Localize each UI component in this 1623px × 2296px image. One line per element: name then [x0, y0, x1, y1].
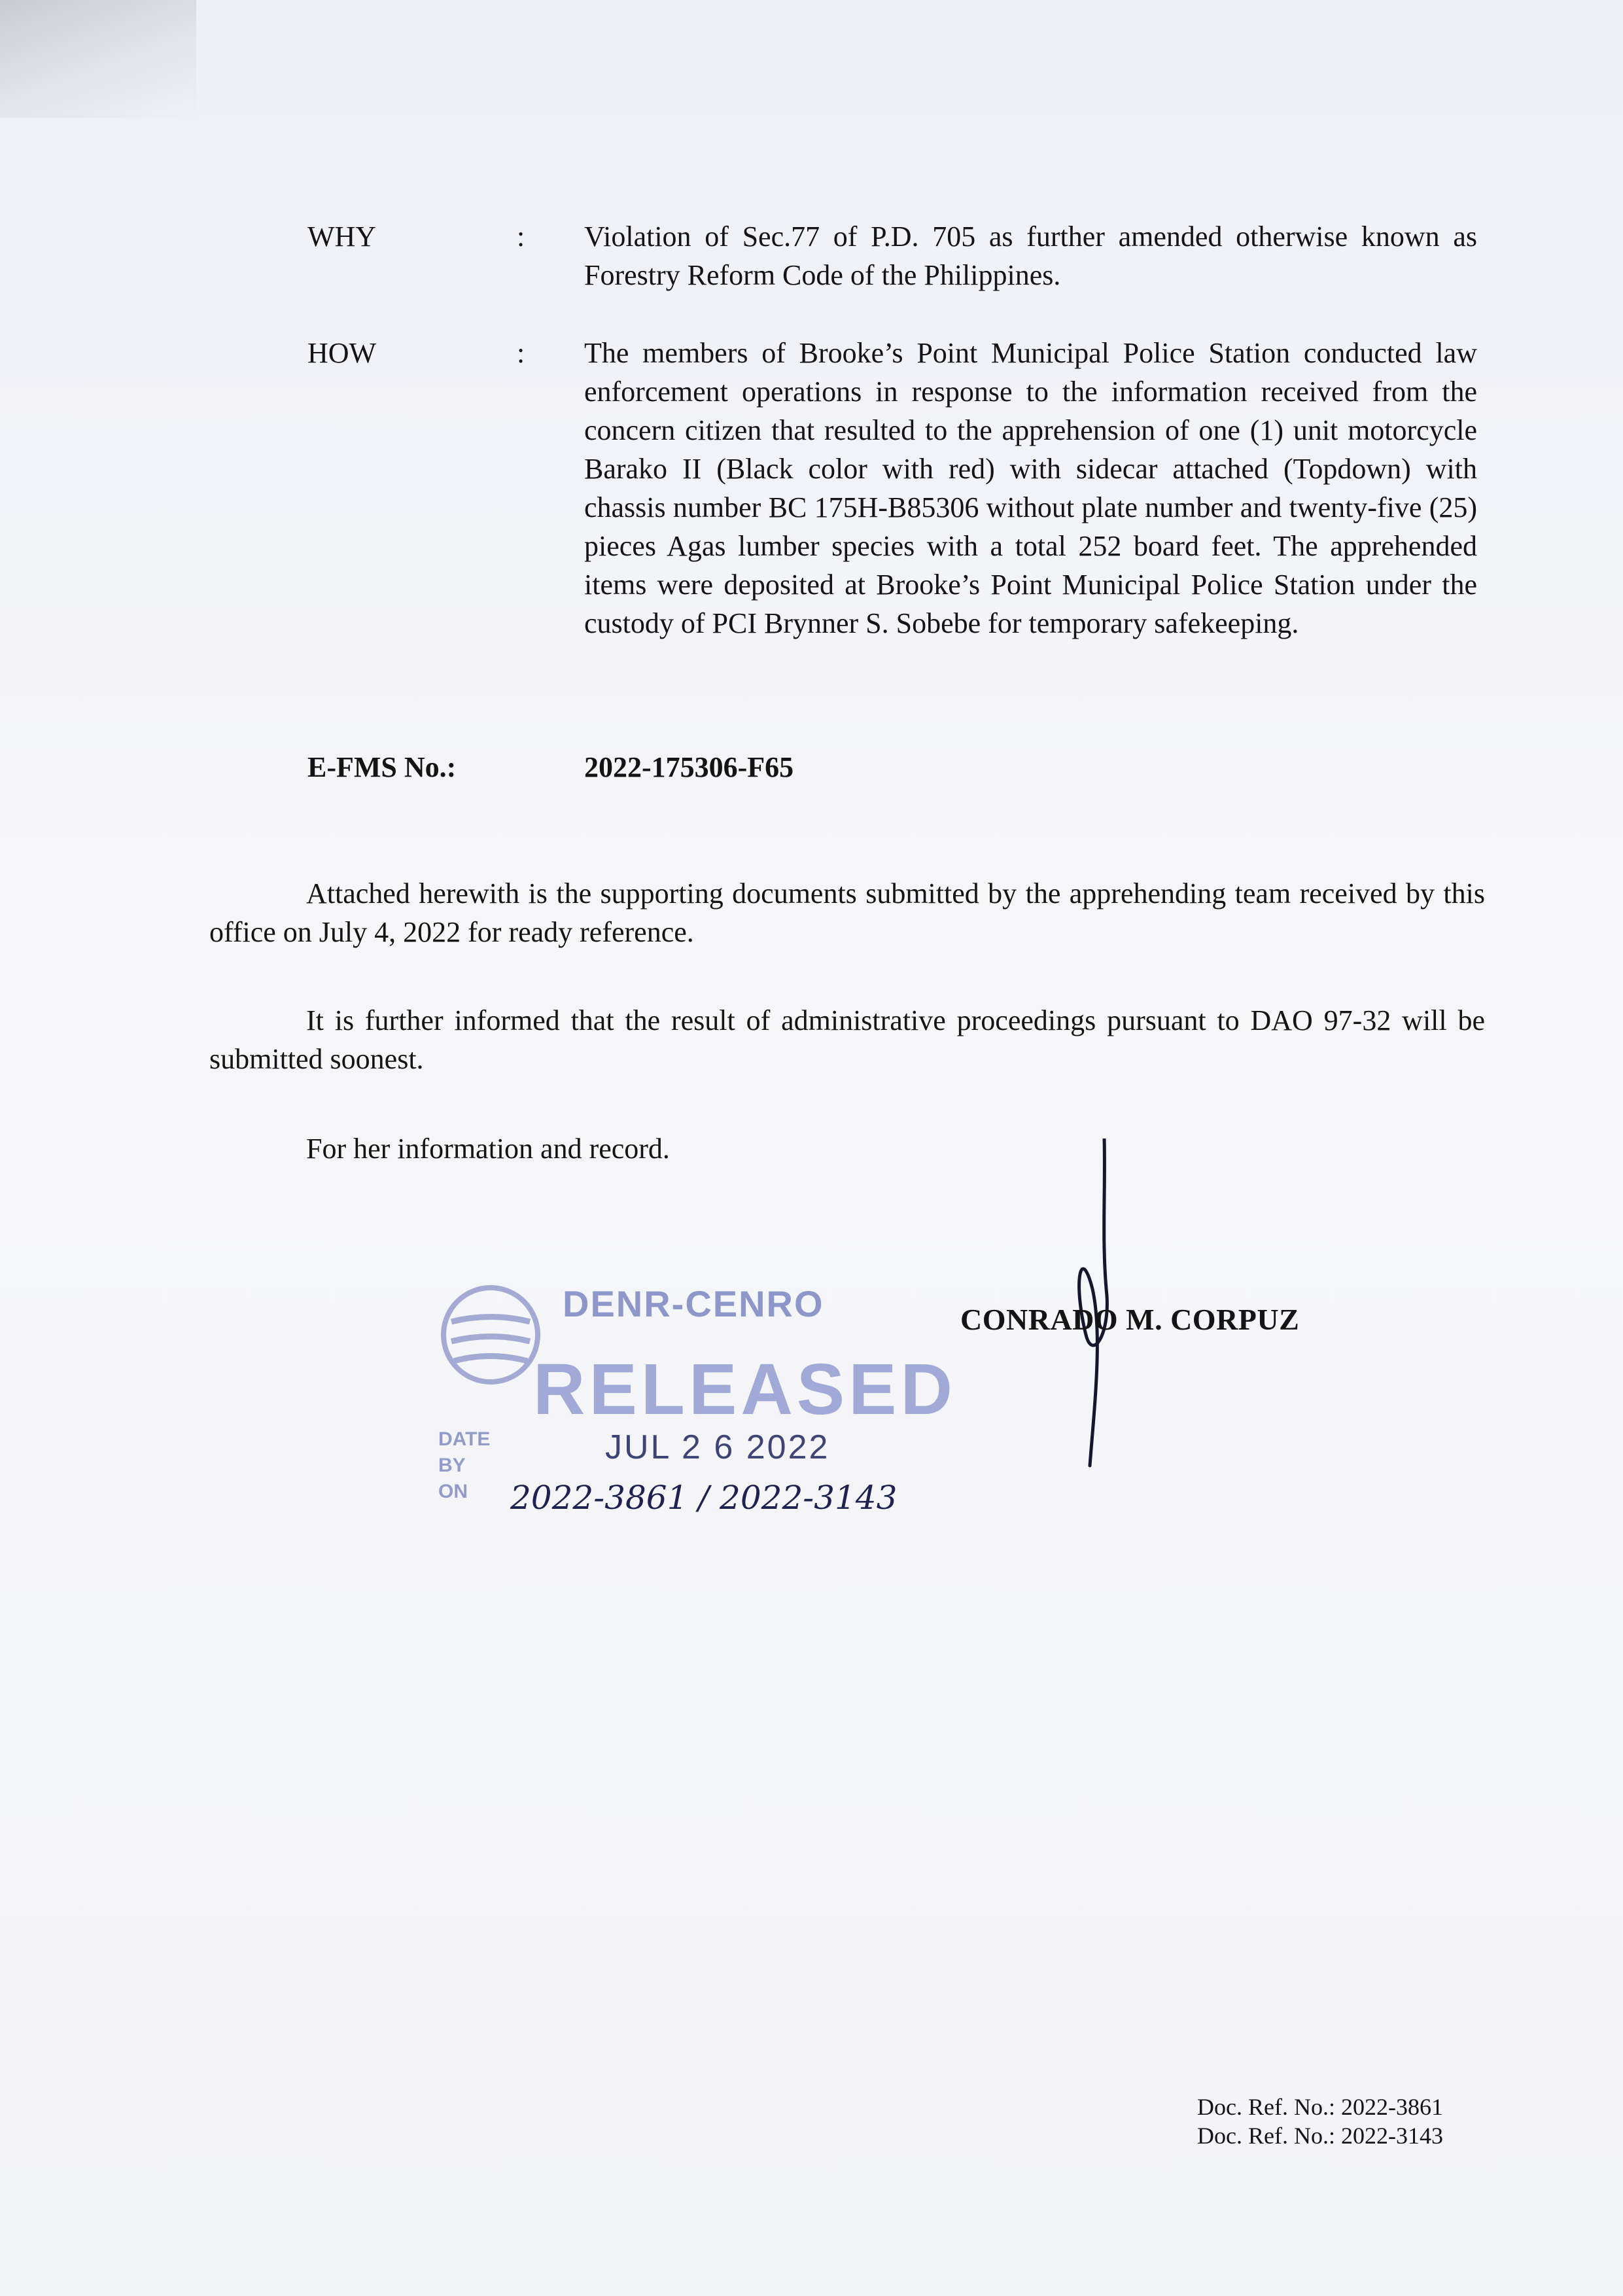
how-text: The members of Brooke’s Point Municipal Police Station conducted law enforcement operations in response to the information received from the concern citizen that resulted to the apprehension of one (1) unit motorcycle Barako II (Black color with red) with sidecar attached (Topdown) with chassis number BC 175H-B85306 without plate number and twenty-five (25) pieces Agas lumber species with a total 252 board feet. The apprehended items were deposited at Brooke’s Point Municipal Police Station under the custody of PCI Brynner S. Sobebe for temporary safekeeping.	[584, 337, 1477, 639]
released-stamp	[419, 1282, 956, 1583]
signatory-name: CONRADO M. CORPUZ	[960, 1303, 1300, 1336]
stamp-on-label: ON	[438, 1481, 468, 1502]
informed-paragraph: It is further informed that the result of administrative proceedings pursuant to DAO 97-32 will be submitted soonest.	[209, 1004, 1485, 1075]
stamp-handwritten-refs: 2022-3861 / 2022-3143	[510, 1479, 898, 1517]
why-text: Violation of Sec.77 of P.D. 705 as further amended otherwise known as Forestry Reform Code of the Philippines.	[584, 221, 1477, 291]
why-colon: :	[517, 221, 525, 253]
closing-paragraph: For her information and record.	[306, 1133, 670, 1165]
denr-seal-icon	[438, 1276, 543, 1394]
page-corner-shadow	[0, 0, 196, 118]
why-label: WHY	[307, 221, 377, 253]
how-colon: :	[517, 337, 525, 369]
doc-ref-2: Doc. Ref. No.: 2022-3143	[1197, 2123, 1443, 2149]
efms-number: 2022-175306-F65	[584, 751, 794, 783]
doc-ref-1: Doc. Ref. No.: 2022-3861	[1197, 2094, 1443, 2120]
how-label: HOW	[307, 337, 377, 369]
stamp-date: JUL 2 6 2022	[605, 1428, 830, 1466]
attached-paragraph: Attached herewith is the supporting documents submitted by the apprehending team received by this office on July 4, 2022 for ready reference.	[209, 877, 1485, 948]
efms-label: E-FMS No.:	[307, 751, 457, 783]
stamp-by-label: BY	[438, 1455, 466, 1476]
stamp-office: DENR-CENRO	[563, 1283, 824, 1324]
stamp-status: RELEASED	[533, 1349, 956, 1430]
stamp-date-label: DATE	[438, 1428, 491, 1450]
